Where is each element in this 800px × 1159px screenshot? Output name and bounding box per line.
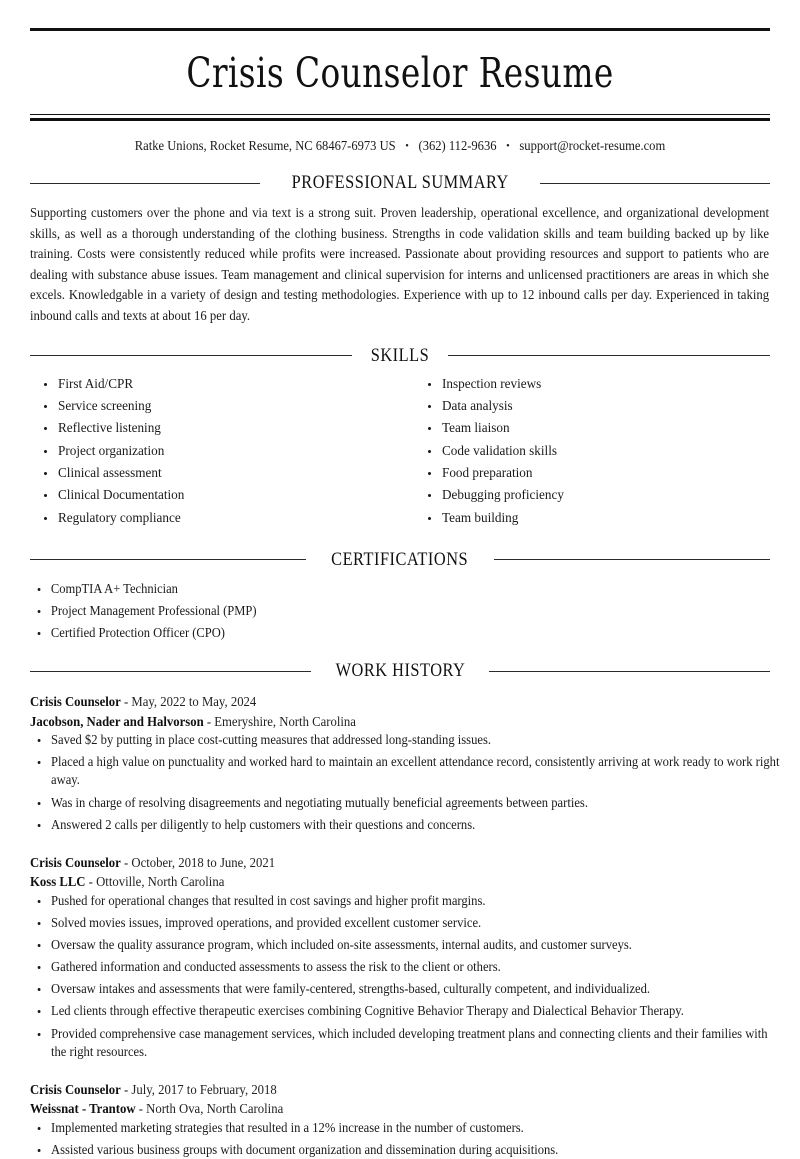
- section-heading: [30, 549, 770, 571]
- skill-item: Data analysis: [414, 397, 770, 415]
- summary-paragraph: Supporting customers over the phone and via text is a strong suit. Proven leadership, operational excellence, and organizational development skills, as well as a thorough understanding of the clothing business. Strengths in code validation skills and team building backed up by like training. Costs were consistently reduced while profits were increased. Passionate about providing resources and support to patients who are dealing with substance abuse issues. Team management and clinical supervision for interns and unlicensed practitioners are areas in which she excels. Knowledgable in a variety of design and testing methodologies. Experience with up to 12 inbound calls per day. Experienced in taking inbound calls and texts at about 16 per day.: [30, 205, 770, 323]
- job-dates: July, 2017 to February, 2018: [131, 1081, 277, 1097]
- job-company: Koss LLC: [30, 874, 86, 890]
- section-heading: [30, 172, 770, 194]
- certifications-list: [30, 580, 770, 642]
- contact-phone: (362) 112-9636: [418, 138, 497, 153]
- job-title: Crisis Counselor: [30, 1081, 121, 1097]
- job-title-line: [30, 853, 733, 873]
- job-bullet-item: Oversaw the quality assurance program, which included on-site assessments, internal audits, and customer surveys.: [30, 936, 786, 954]
- section-rule-right: [489, 671, 770, 672]
- section-title-summary: PROFESSIONAL SUMMARY: [291, 172, 509, 193]
- skill-item: Team building: [414, 509, 770, 527]
- skills-list-left: [30, 375, 400, 527]
- section-rule-left: [30, 671, 311, 672]
- section-rule-right: [540, 183, 770, 184]
- section-rule-right: [494, 559, 770, 560]
- job-separator: -: [120, 694, 132, 710]
- job-bullet-item: Assisted various business groups with document organization and dissemination during acquisitions.: [30, 1141, 786, 1159]
- certification-item: CompTIA A+ Technician: [30, 580, 733, 598]
- job-bullet-item: Solved movies issues, improved operations, and provided excellent customer service.: [30, 914, 786, 932]
- section-certifications: [30, 549, 770, 642]
- section-rule-left: [30, 559, 306, 560]
- job-bullet-list: [30, 1119, 770, 1159]
- certification-item: Project Management Professional (PMP): [30, 602, 733, 620]
- job-bullet-item: Pushed for operational changes that resulted in cost savings and higher profit margins.: [30, 892, 786, 910]
- contact-email[interactable]: support@rocket-resume.com: [519, 138, 666, 153]
- section-rule-right: [448, 355, 770, 356]
- skills-list-right: [414, 375, 770, 527]
- resume-page: [0, 28, 800, 1157]
- job-bullet-item: Saved $2 by putting in place cost-cutting measures that addressed long-standing issues.: [30, 731, 786, 749]
- job-title-line: [30, 1080, 733, 1100]
- skill-item: Service screening: [30, 397, 400, 415]
- section-title-skills: SKILLS: [370, 344, 430, 366]
- skill-item: Project organization: [30, 442, 400, 460]
- contact-separator-2: •: [506, 140, 510, 152]
- work-history-entry: [30, 853, 770, 1061]
- skills-column-left: [30, 375, 400, 531]
- job-title: Crisis Counselor: [30, 854, 121, 870]
- job-bullet-item: Oversaw intakes and assessments that were family-centered, strengths-based, culturally competent, and individualized.: [30, 980, 786, 998]
- skills-columns: [30, 375, 770, 531]
- job-bullet-list: [30, 731, 780, 833]
- work-history-entry: [30, 1080, 770, 1159]
- job-separator: -: [135, 1101, 147, 1117]
- job-title: Crisis Counselor: [30, 694, 121, 710]
- skill-item: First Aid/CPR: [30, 375, 400, 393]
- skill-item: Code validation skills: [414, 442, 770, 460]
- section-heading: [30, 660, 770, 682]
- job-bullet-item: Provided comprehensive case management services, which included developing treatment plans and connecting clients and their families with the right resources.: [30, 1025, 786, 1061]
- job-bullet-item: Was in charge of resolving disagreements and negotiating mutually beneficial agreements between parties.: [30, 794, 786, 812]
- section-title-work-history: WORK HISTORY: [335, 660, 465, 682]
- job-company-line: [30, 1099, 733, 1119]
- contact-address: Ratke Unions, Rocket Resume, NC 68467-6973 US: [134, 138, 396, 153]
- job-bullet-item: Gathered information and conducted assessments to assess the risk to the client or others.: [30, 958, 786, 976]
- header-top-rule: [30, 28, 770, 31]
- job-company-line: [30, 712, 733, 732]
- job-company: Weissnat - Trantow: [30, 1101, 136, 1117]
- skill-item: Regulatory compliance: [30, 509, 400, 527]
- job-separator: -: [85, 874, 97, 890]
- skills-column-right: [400, 375, 770, 531]
- section-skills: [30, 345, 770, 531]
- section-rule-left: [30, 183, 260, 184]
- certifications-body: [30, 580, 770, 642]
- skill-item: Food preparation: [414, 464, 770, 482]
- work-history-entry: [30, 692, 780, 833]
- job-location: North Ova, North Carolina: [146, 1101, 284, 1117]
- job-location: Emeryshire, North Carolina: [214, 713, 356, 729]
- resume-header: [30, 28, 770, 154]
- job-bullet-item: Implemented marketing strategies that resulted in a 12% increase in the number of customers.: [30, 1119, 786, 1137]
- job-dates: May, 2022 to May, 2024: [131, 694, 257, 710]
- job-bullet-item: Led clients through effective therapeutic exercises combining Cognitive Behavior Therapy and Dialectical Behavior Therapy.: [30, 1002, 786, 1020]
- page-title: Crisis Counselor Resume: [186, 49, 614, 97]
- skill-item: Clinical assessment: [30, 464, 400, 482]
- contact-separator-1: •: [405, 140, 409, 152]
- section-heading: [30, 345, 770, 367]
- job-location: Ottoville, North Carolina: [96, 874, 225, 890]
- job-title-line: [30, 692, 733, 712]
- section-professional-summary: [30, 172, 770, 327]
- job-bullet-item: Answered 2 calls per diligently to help customers with their questions and concerns.: [30, 816, 786, 834]
- skill-item: Clinical Documentation: [30, 486, 400, 504]
- section-title-certifications: CERTIFICATIONS: [331, 548, 469, 570]
- section-rule-left: [30, 355, 352, 356]
- job-bullet-item: Placed a high value on punctuality and worked hard to maintain an excellent attendance record, consistently arriving at work ready to work right away.: [30, 753, 786, 789]
- header-bottom-rule: [30, 114, 770, 121]
- skill-item: Team liaison: [414, 419, 770, 437]
- work-history-list: [30, 692, 780, 1159]
- section-work-history: [30, 660, 780, 1159]
- skill-item: Reflective listening: [30, 419, 400, 437]
- job-separator: -: [120, 854, 132, 870]
- contact-line: [56, 138, 744, 154]
- certification-item: Certified Protection Officer (CPO): [30, 624, 733, 642]
- job-bullet-list: [30, 892, 770, 1061]
- skill-item: Inspection reviews: [414, 375, 770, 393]
- skill-item: Debugging proficiency: [414, 486, 770, 504]
- job-company: Jacobson, Nader and Halvorson: [30, 713, 204, 729]
- job-separator: -: [120, 1081, 132, 1097]
- job-separator: -: [203, 713, 215, 729]
- job-dates: October, 2018 to June, 2021: [131, 854, 276, 870]
- job-company-line: [30, 872, 733, 892]
